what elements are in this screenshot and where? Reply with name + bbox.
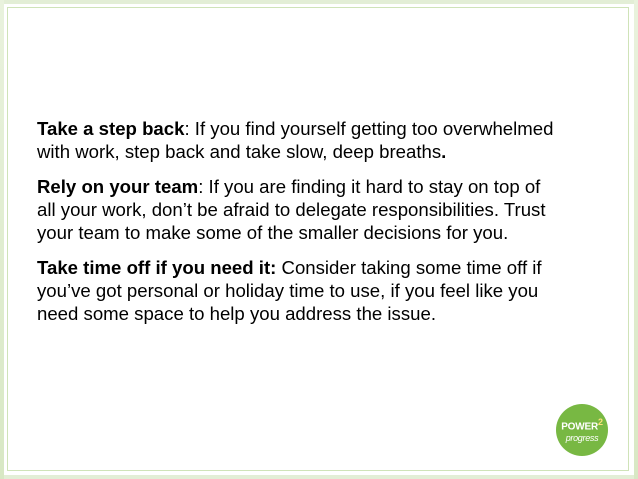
tip-rely-on-team xyxy=(37,175,557,244)
tip-text: If you are finding it hard to stay on top of all your work, don’t be afraid to delegate responsibilities. Trust your team to make some of the smaller decisions for you. xyxy=(37,176,546,243)
tip-step-back xyxy=(37,117,557,163)
logo-word-top xyxy=(561,417,603,432)
tip-end-mark: . xyxy=(441,141,447,162)
tip-text: Consider taking some time off if you’ve got personal or holiday time to use, if you feel like you need some space to help you address the issue. xyxy=(37,257,542,324)
tips-list xyxy=(37,117,557,337)
tip-colon: : xyxy=(198,176,204,197)
logo-power: POWER xyxy=(561,421,598,433)
slide-border-left xyxy=(0,0,4,479)
power2progress-logo xyxy=(556,404,608,456)
tip-heading: Rely on your team xyxy=(37,176,199,197)
tip-text: If you find yourself getting too overwhelmed with work, step back and take slow, deep breaths xyxy=(37,118,554,162)
slide-border-top xyxy=(0,0,638,4)
tip-heading: Take a step back xyxy=(37,118,185,139)
tip-time-off xyxy=(37,256,557,325)
logo-word-bottom: progress xyxy=(565,432,599,443)
tip-colon: : xyxy=(184,118,190,139)
slide-border-right xyxy=(634,0,638,479)
slide-border-bottom xyxy=(0,475,638,479)
logo-number: 2 xyxy=(597,417,603,428)
tip-heading: Take time off if you need it: xyxy=(37,257,277,278)
